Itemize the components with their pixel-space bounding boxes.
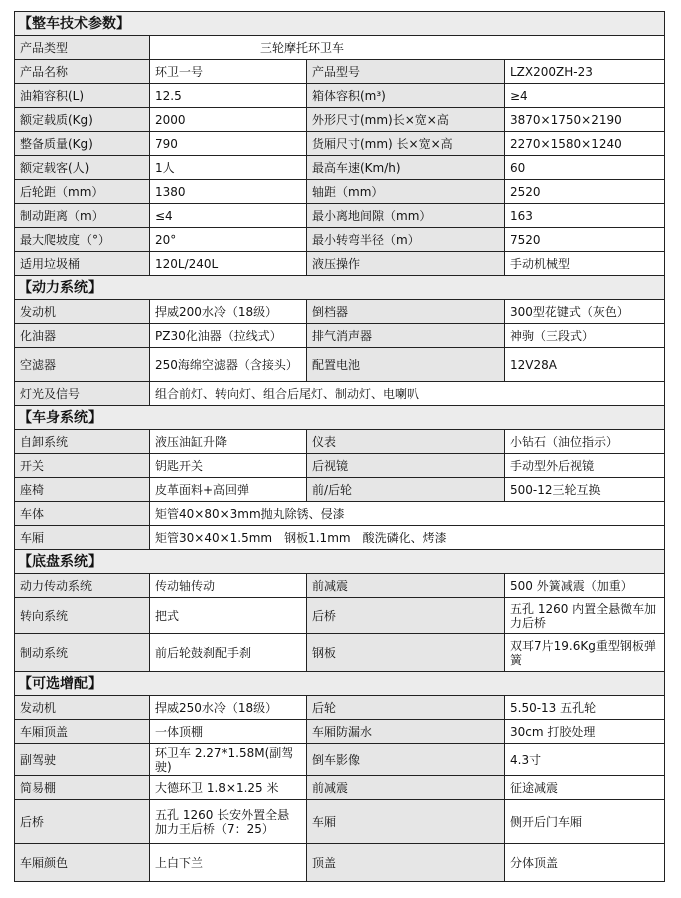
spec-value: 前后轮鼓刹配手刹	[150, 634, 307, 672]
spec-row	[15, 156, 665, 180]
spec-label-secondary: 液压操作	[307, 252, 505, 276]
section-header-row	[15, 672, 665, 696]
spec-row	[15, 180, 665, 204]
spec-value-secondary: 侧开后门车厢	[505, 800, 665, 844]
spec-label-secondary: 前减震	[307, 574, 505, 598]
section-title: 【车身系统】	[15, 406, 665, 430]
spec-label: 后桥	[15, 800, 150, 844]
spec-label: 简易棚	[15, 776, 150, 800]
spec-value: 20°	[150, 228, 307, 252]
spec-value-secondary: 手动机械型	[505, 252, 665, 276]
section-title: 【可选增配】	[15, 672, 665, 696]
spec-row	[15, 300, 665, 324]
spec-label: 产品类型	[15, 36, 150, 60]
spec-value: PZ30化油器（拉线式）	[150, 324, 307, 348]
spec-label: 灯光及信号	[15, 382, 150, 406]
spec-row	[15, 844, 665, 882]
spec-label-secondary: 倒车影像	[307, 744, 505, 776]
spec-value: 钥匙开关	[150, 454, 307, 478]
spec-row	[15, 204, 665, 228]
spec-label-secondary: 后轮	[307, 696, 505, 720]
spec-label: 动力传动系统	[15, 574, 150, 598]
spec-value-secondary: 5.50-13 五孔轮	[505, 696, 665, 720]
spec-value: 250海绵空滤器（含接头）	[150, 348, 307, 382]
spec-label-secondary: 后桥	[307, 598, 505, 634]
section-title: 【整车技术参数】	[15, 12, 665, 36]
spec-value: 矩管30×40×1.5mm 钢板1.1mm 酸洗磷化、烤漆	[150, 526, 665, 550]
spec-row	[15, 502, 665, 526]
spec-row	[15, 348, 665, 382]
spec-label-secondary: 前减震	[307, 776, 505, 800]
spec-value-secondary: 30cm 打胶处理	[505, 720, 665, 744]
spec-label-secondary: 倒档器	[307, 300, 505, 324]
spec-row	[15, 598, 665, 634]
spec-label: 车体	[15, 502, 150, 526]
spec-value: 环卫一号	[150, 60, 307, 84]
spec-label: 发动机	[15, 300, 150, 324]
spec-value: 环卫车 2.27*1.58M(副驾驶)	[150, 744, 307, 776]
spec-value-secondary: 4.3寸	[505, 744, 665, 776]
spec-value-secondary: 手动型外后视镜	[505, 454, 665, 478]
spec-row	[15, 800, 665, 844]
spec-label: 发动机	[15, 696, 150, 720]
spec-label-secondary: 外形尺寸(mm)长×宽×高	[307, 108, 505, 132]
spec-label-secondary: 顶盖	[307, 844, 505, 882]
spec-label: 整备质量(Kg)	[15, 132, 150, 156]
spec-label-secondary: 钢板	[307, 634, 505, 672]
spec-label: 油箱容积(L)	[15, 84, 150, 108]
spec-value: 12.5	[150, 84, 307, 108]
spec-label-secondary: 配置电池	[307, 348, 505, 382]
spec-row	[15, 252, 665, 276]
spec-row	[15, 696, 665, 720]
spec-label: 自卸系统	[15, 430, 150, 454]
spec-row	[15, 36, 665, 60]
spec-value-secondary: ≥4	[505, 84, 665, 108]
spec-label: 车厢顶盖	[15, 720, 150, 744]
spec-value: 1380	[150, 180, 307, 204]
spec-label: 制动距离（m）	[15, 204, 150, 228]
spec-value: 一体顶棚	[150, 720, 307, 744]
spec-row	[15, 478, 665, 502]
spec-label: 化油器	[15, 324, 150, 348]
spec-value: 矩管40×80×3mm抛丸除锈、侵漆	[150, 502, 665, 526]
spec-value-secondary: 五孔 1260 内置全悬微车加力后桥	[505, 598, 665, 634]
spec-value: 五孔 1260 长安外置全悬加力王后桥（7：25）	[150, 800, 307, 844]
spec-row	[15, 382, 665, 406]
spec-sheet	[14, 11, 664, 882]
spec-value: 1人	[150, 156, 307, 180]
spec-row	[15, 526, 665, 550]
spec-value: 大德环卫 1.8×1.25 米	[150, 776, 307, 800]
spec-label: 额定载客(人)	[15, 156, 150, 180]
section-header-row	[15, 276, 665, 300]
spec-value-secondary: 分体顶盖	[505, 844, 665, 882]
spec-label: 开关	[15, 454, 150, 478]
spec-label-secondary: 轴距（mm）	[307, 180, 505, 204]
spec-value: 120L/240L	[150, 252, 307, 276]
spec-label-secondary: 最小转弯半径（m）	[307, 228, 505, 252]
spec-label: 制动系统	[15, 634, 150, 672]
spec-value: 皮革面料+高回弹	[150, 478, 307, 502]
spec-value-secondary: 500 外簧减震（加重）	[505, 574, 665, 598]
spec-row	[15, 776, 665, 800]
spec-value: 790	[150, 132, 307, 156]
spec-value-secondary: 500-12三轮互换	[505, 478, 665, 502]
spec-label: 额定载质(Kg)	[15, 108, 150, 132]
spec-row	[15, 430, 665, 454]
spec-label-secondary: 车厢防漏水	[307, 720, 505, 744]
spec-value-secondary: 2270×1580×1240	[505, 132, 665, 156]
spec-value-secondary: 征途减震	[505, 776, 665, 800]
section-header-row	[15, 550, 665, 574]
spec-row	[15, 108, 665, 132]
section-title: 【动力系统】	[15, 276, 665, 300]
spec-row	[15, 84, 665, 108]
spec-row	[15, 132, 665, 156]
spec-value-secondary: 神驹（三段式）	[505, 324, 665, 348]
spec-label-secondary: 车厢	[307, 800, 505, 844]
spec-value-secondary: LZX200ZH-23	[505, 60, 665, 84]
spec-label-secondary: 后视镜	[307, 454, 505, 478]
spec-label-secondary: 箱体容积(m³)	[307, 84, 505, 108]
section-header-row	[15, 12, 665, 36]
section-header-row	[15, 406, 665, 430]
spec-row	[15, 324, 665, 348]
spec-value-secondary: 双耳7片19.6Kg重型钢板弹簧	[505, 634, 665, 672]
spec-value: 上白下兰	[150, 844, 307, 882]
spec-row	[15, 744, 665, 776]
spec-label-secondary: 货厢尺寸(mm) 长×宽×高	[307, 132, 505, 156]
spec-label-secondary: 前/后轮	[307, 478, 505, 502]
spec-row	[15, 228, 665, 252]
spec-label: 最大爬坡度（°）	[15, 228, 150, 252]
spec-row	[15, 720, 665, 744]
spec-value: 2000	[150, 108, 307, 132]
spec-value: ≤4	[150, 204, 307, 228]
spec-value-secondary: 3870×1750×2190	[505, 108, 665, 132]
spec-value-secondary: 300型花键式（灰色）	[505, 300, 665, 324]
spec-row	[15, 634, 665, 672]
spec-label-secondary: 排气消声器	[307, 324, 505, 348]
spec-value-secondary: 7520	[505, 228, 665, 252]
spec-row	[15, 60, 665, 84]
spec-label-secondary: 最高车速(Km/h)	[307, 156, 505, 180]
spec-label-secondary: 产品型号	[307, 60, 505, 84]
spec-value: 捍威200水冷（18级）	[150, 300, 307, 324]
spec-value-secondary: 小钻石（油位指示）	[505, 430, 665, 454]
spec-row	[15, 574, 665, 598]
spec-label-secondary: 最小离地间隙（mm）	[307, 204, 505, 228]
spec-value-secondary: 60	[505, 156, 665, 180]
spec-value-secondary: 12V28A	[505, 348, 665, 382]
spec-value: 捍威250水冷（18级）	[150, 696, 307, 720]
spec-value: 把式	[150, 598, 307, 634]
section-title: 【底盘系统】	[15, 550, 665, 574]
spec-label: 座椅	[15, 478, 150, 502]
spec-label: 后轮距（mm）	[15, 180, 150, 204]
spec-row	[15, 454, 665, 478]
spec-label: 适用垃圾桶	[15, 252, 150, 276]
spec-value-secondary: 163	[505, 204, 665, 228]
spec-label: 副驾驶	[15, 744, 150, 776]
spec-label: 转向系统	[15, 598, 150, 634]
spec-label: 产品名称	[15, 60, 150, 84]
spec-label: 空滤器	[15, 348, 150, 382]
spec-value: 传动轴传动	[150, 574, 307, 598]
spec-label: 车厢颜色	[15, 844, 150, 882]
spec-label-secondary: 仪表	[307, 430, 505, 454]
spec-value-secondary: 2520	[505, 180, 665, 204]
spec-label: 车厢	[15, 526, 150, 550]
spec-value: 组合前灯、转向灯、组合后尾灯、制动灯、电喇叭	[150, 382, 665, 406]
spec-table	[14, 11, 665, 882]
spec-value: 三轮摩托环卫车	[150, 36, 665, 60]
spec-value: 液压油缸升降	[150, 430, 307, 454]
